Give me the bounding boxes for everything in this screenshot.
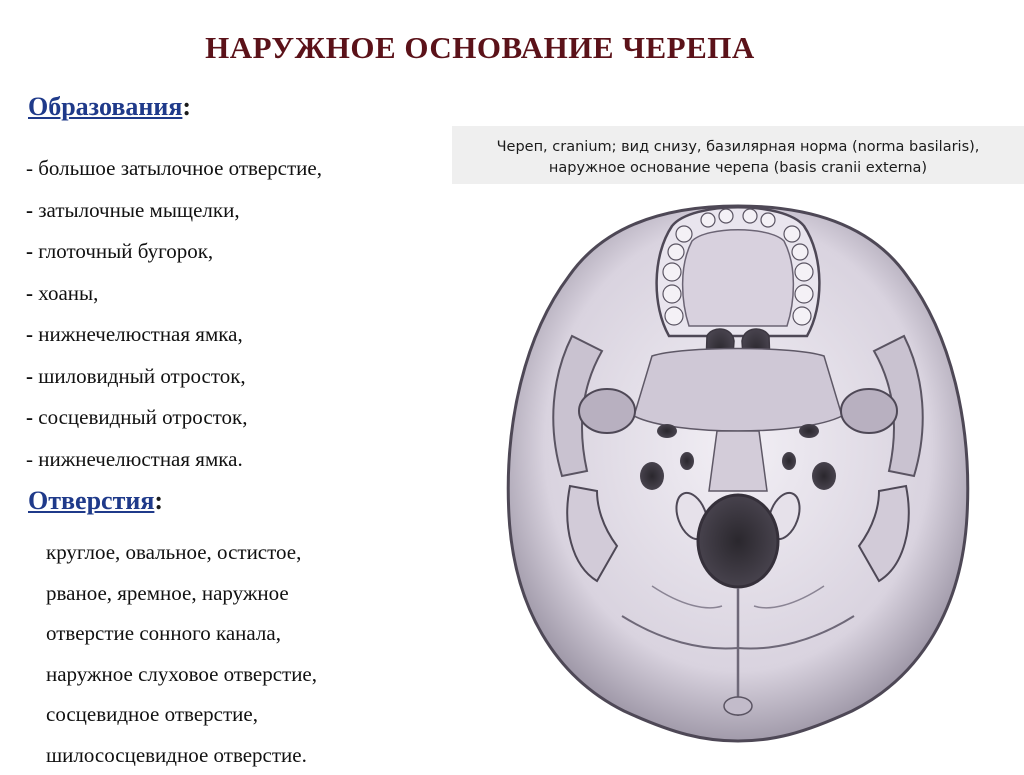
external-occipital-protuberance — [724, 697, 752, 715]
openings-heading-text: Отверстия — [28, 486, 154, 515]
list-item: круглое, овальное, остистое, — [46, 532, 317, 573]
list-item: рваное, яремное, наружное — [46, 573, 317, 614]
list-item: - шиловидный отросток, — [26, 356, 322, 398]
sphenoid-region — [634, 349, 842, 432]
list-item: - большое затылочное отверстие, — [26, 148, 322, 190]
left-mandibular-fossa — [579, 389, 635, 433]
list-item: - нижнечелюстная ямка. — [26, 439, 322, 481]
foramen-magnum — [698, 495, 778, 587]
list-item: наружное слуховое отверстие, — [46, 654, 317, 695]
formations-list — [26, 148, 322, 480]
hard-palate — [683, 230, 794, 326]
list-item: сосцевидное отверстие, — [46, 694, 317, 735]
list-item: - глоточный бугорок, — [26, 231, 322, 273]
list-item: - затылочные мыщелки, — [26, 190, 322, 232]
formations-heading-text: Образования — [28, 92, 182, 121]
list-item: отверстие сонного канала, — [46, 613, 317, 654]
caption-line-1: Череп, cranium; вид снизу, базилярная норма (norma basilaris), — [452, 137, 1024, 158]
page-title: НАРУЖНОЕ ОСНОВАНИЕ ЧЕРЕПА — [0, 30, 960, 66]
formations-heading — [28, 92, 191, 122]
basilar-part — [709, 431, 767, 491]
figure-caption — [452, 137, 1024, 179]
skull-figure — [452, 126, 1024, 767]
list-item: - сосцевидный отросток, — [26, 397, 322, 439]
list-item: - хоаны, — [26, 273, 322, 315]
list-item: - нижнечелюстная ямка, — [26, 314, 322, 356]
list-item: шилососцевидное отверстие. — [46, 735, 317, 775]
skull-base-illustration — [452, 186, 1024, 767]
openings-heading-colon: : — [154, 486, 163, 515]
right-mandibular-fossa — [841, 389, 897, 433]
caption-line-2: наружное основание черепа (basis cranii externa) — [452, 158, 1024, 179]
formations-heading-colon: : — [182, 92, 191, 121]
openings-list — [46, 532, 317, 775]
openings-heading — [28, 486, 163, 516]
